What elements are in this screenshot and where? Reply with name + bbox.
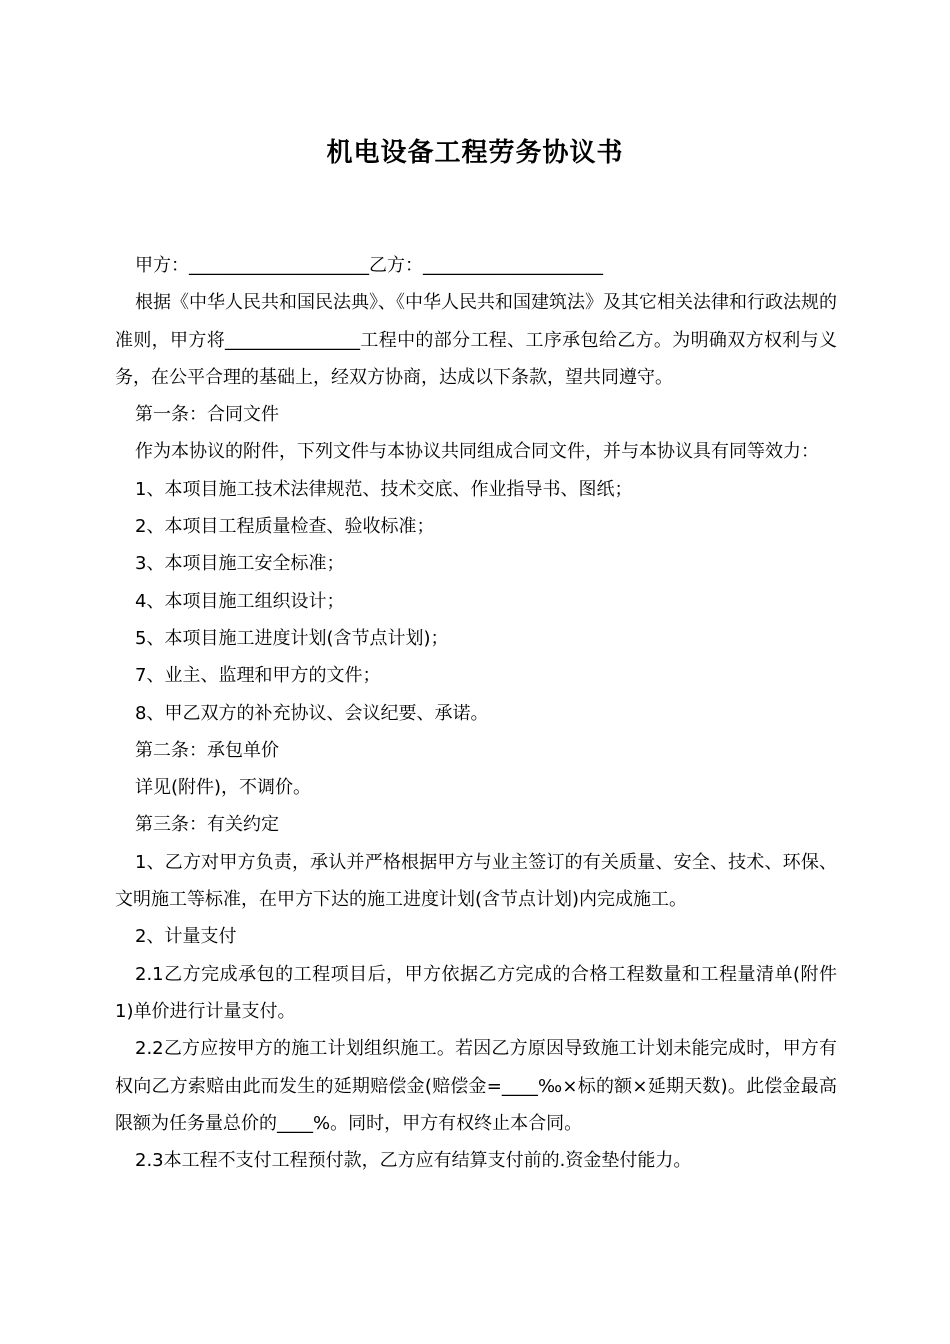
list-item: 1、本项目施工技术法律规范、技术交底、作业指导书、图纸； [135,478,633,500]
preamble-paragraph: 根据《中华人民共和国民法典》、《中华人民共和国建筑法》及其它相关法律和行政法规的准则，甲方将_______________工程中的部分工程、工序承包给乙方。为明确双方权利与义务，在公平合理的基础上，经双方协商，达成以下条款，望共同遵守。 [115,292,837,388]
list-item: 7、业主、监理和甲方的文件； [135,665,381,687]
party-line: 甲方：____________________乙方：____________________ [135,255,603,276]
article-2-body: 详见(附件)，不调价。 [135,777,312,799]
list-item: 8、甲乙双方的补充协议、会议纪要、承诺。 [135,702,489,724]
clause-2-heading: 2、计量支付 [135,926,237,948]
article-1-intro: 作为本协议的附件，下列文件与本协议共同组成合同文件，并与本协议具有同等效力： [135,441,819,463]
list-item: 5、本项目施工进度计划(含节点计划)； [135,627,449,649]
list-item: 4、本项目施工组织设计； [135,590,345,612]
clause-2-3: 2.3本工程不支付工程预付款，乙方应有结算支付前的.资金垫付能力。 [135,1150,692,1172]
document-body [115,247,837,1179]
list-item: 2、本项目工程质量检查、验收标准； [135,516,435,538]
clause-2-2: 2.2乙方应按甲方的施工计划组织施工。若因乙方原因导致施工计划未能完成时，甲方有权向乙方索赔由此而发生的延期赔偿金(赔偿金=____‰×标的额×延期天数)。此偿金最高限额为任务量总价的____%。同时，甲方有权终止本合同。 [115,1038,837,1134]
document-title: 机电设备工程劳务协议书 [326,138,624,168]
article-3-heading: 第三条：有关约定 [135,814,279,836]
article-2-heading: 第二条：承包单价 [135,739,279,761]
clause-2-1: 2.1乙方完成承包的工程项目后，甲方依据乙方完成的合格工程数量和工程量清单(附件1)单价进行计量支付。 [115,963,837,1022]
article-1-heading: 第一条：合同文件 [135,404,279,426]
list-item: 3、本项目施工安全标准； [135,553,345,575]
clause-1: 1、乙方对甲方负责，承认并严格根据甲方与业主签订的有关质量、安全、技术、环保、文明施工等标准，在甲方下达的施工进度计划(含节点计划)内完成施工。 [115,851,837,911]
